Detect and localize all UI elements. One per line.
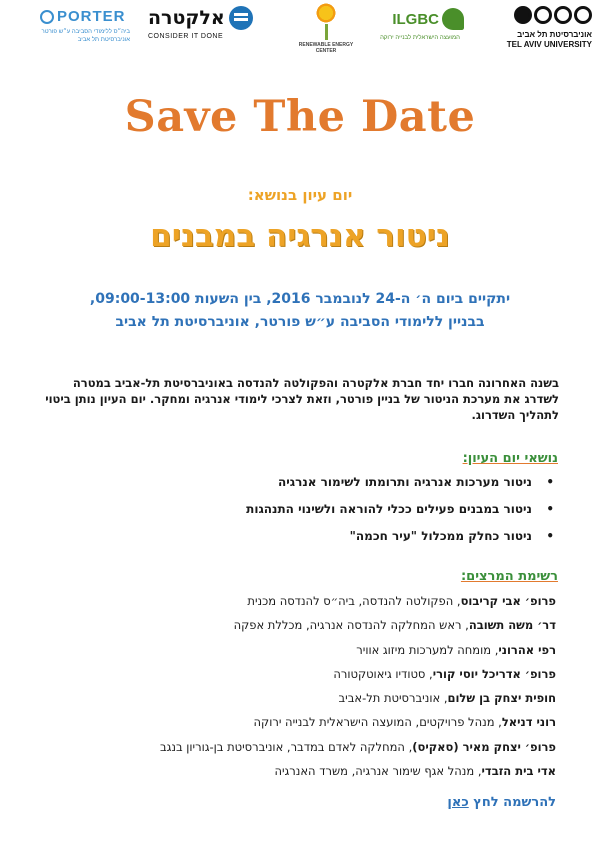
speaker-row xyxy=(126,713,556,737)
topic-text: ניטור במבנים פעילים ככלי להוראה ולשינוי התנהגות xyxy=(246,502,532,516)
ilgbc-logo xyxy=(376,8,464,58)
tau-name-en: TEL AVIV UNIVERSITY xyxy=(506,40,592,49)
registration-link[interactable]: כאן xyxy=(447,795,469,810)
speaker-name: רפי אהרוני xyxy=(498,642,556,657)
logo-bar xyxy=(0,0,600,75)
tau-name-he: אוניברסיטת תל אביב xyxy=(517,30,592,39)
speaker-role: , אוניברסיטת תל-אביב xyxy=(338,691,448,706)
speaker-role: , מנהל פרויקטים, המועצה הישראלית לבנייה ירוקה xyxy=(253,715,502,730)
speaker-name: דר׳ משה תשובה xyxy=(468,618,556,633)
electra-tagline: CONSIDER IT DONE xyxy=(148,33,224,40)
speaker-row xyxy=(126,665,556,689)
speaker-row xyxy=(126,689,556,713)
renewable-energy-logo xyxy=(296,2,356,72)
bullet-icon: • xyxy=(546,529,554,543)
topics-list xyxy=(134,473,554,554)
speaker-name: אדי בית הזבדי xyxy=(481,764,556,779)
tau-emblem xyxy=(492,6,592,24)
speaker-row xyxy=(126,762,556,786)
speakers-heading: רשימת המרצים: xyxy=(460,569,558,584)
speaker-row xyxy=(126,738,556,762)
subject-label: יום עיון בנושא: xyxy=(247,186,353,204)
speaker-name: פרופ׳ אבי קריבוס xyxy=(460,594,556,608)
topic-item xyxy=(134,500,554,527)
topics-heading: נושאי יום העיון: xyxy=(462,451,558,466)
ilgbc-name: ILGBC xyxy=(392,10,439,28)
registration-line xyxy=(447,795,556,810)
porter-logo xyxy=(40,8,130,48)
electra-emblem-icon xyxy=(229,6,253,30)
speaker-role: , סטודיו גיאוטקטורה xyxy=(333,666,433,681)
speaker-role: , מומחה למערכות מיזוג אוויר xyxy=(356,642,499,657)
bullet-icon: • xyxy=(546,502,554,516)
ilgbc-subtitle: המועצה הישראלית לבנייה ירוקה xyxy=(380,35,460,41)
renewable-energy-name: RENEWABLE ENERGY CENTER xyxy=(298,42,354,54)
event-date: יתקיים ביום ה׳ ה-24 לנובמבר 2016, בין השעות 09:00-13:00, xyxy=(89,291,511,307)
speaker-name: פרופ׳ יצחק מאיר (סאקיס) xyxy=(412,739,556,754)
speaker-row xyxy=(126,592,556,616)
speakers-list xyxy=(126,592,556,786)
speaker-role: , ראש המחלקה להנדסה אנרגיה, מכללת אפקה xyxy=(233,618,469,633)
topic-item xyxy=(134,527,554,554)
topic-text: ניטור כחלק ממכלול "עיר חכמה" xyxy=(349,529,532,543)
speaker-role: , הפקולטה להנדסה, ביה״ס להנדסה מכנית xyxy=(247,594,461,608)
sun-icon xyxy=(315,2,337,24)
porter-name: PORTER xyxy=(57,8,126,25)
speaker-row xyxy=(126,641,556,665)
speaker-name: חופית יצחק בן שלום xyxy=(447,691,556,706)
leaf-icon xyxy=(442,8,464,30)
registration-prefix: להרשמה לחץ xyxy=(473,795,556,810)
bullet-icon: • xyxy=(546,475,554,489)
porter-subtitle: ביה״ס ללימודי הסביבה ע״ש פורטר אוניברסיטת תל אביב xyxy=(41,29,130,43)
topic-text: ניטור מערכות אנרגיה ותרומתו לשימור אנרגיה xyxy=(277,475,532,489)
porter-emblem-icon xyxy=(40,10,54,24)
tau-logo xyxy=(492,6,592,62)
event-location: בבניין ללימודי הסביבה ע״ש פורטר, אוניברסיטת תל אביב xyxy=(115,314,485,330)
speaker-role: , המחלקה לאדם במדבר, אוניברסיטת בן-גוריון בנגב xyxy=(159,739,413,754)
speaker-name: פרופ׳ אדריכל יוסי קורי xyxy=(432,666,556,681)
speaker-row xyxy=(126,616,556,640)
topic-item xyxy=(134,473,554,500)
speaker-role: , מנהל אגף שימור אנרגיה, משרד האנרגיה xyxy=(274,764,482,779)
event-title: ניטור אנרגיה במבנים xyxy=(150,218,450,254)
save-the-date-heading: Save The Date xyxy=(124,92,476,142)
electra-name: אלקטרה xyxy=(148,7,225,29)
intro-paragraph: בשנה האחרונה חברו יחד חברת אלקטרה והפקולטה להנדסה באוניברסיטת תל-אביב במטרה לשדרג את מערכת הניטור של בניין פורטר, וזאת לצרכי לימודי אנרגיה ומחקר. יום העיון נותן ביטוי לתהליך השדרוג. xyxy=(45,376,559,422)
speaker-name: רוני דניאל xyxy=(501,715,556,730)
electra-logo xyxy=(148,6,268,46)
